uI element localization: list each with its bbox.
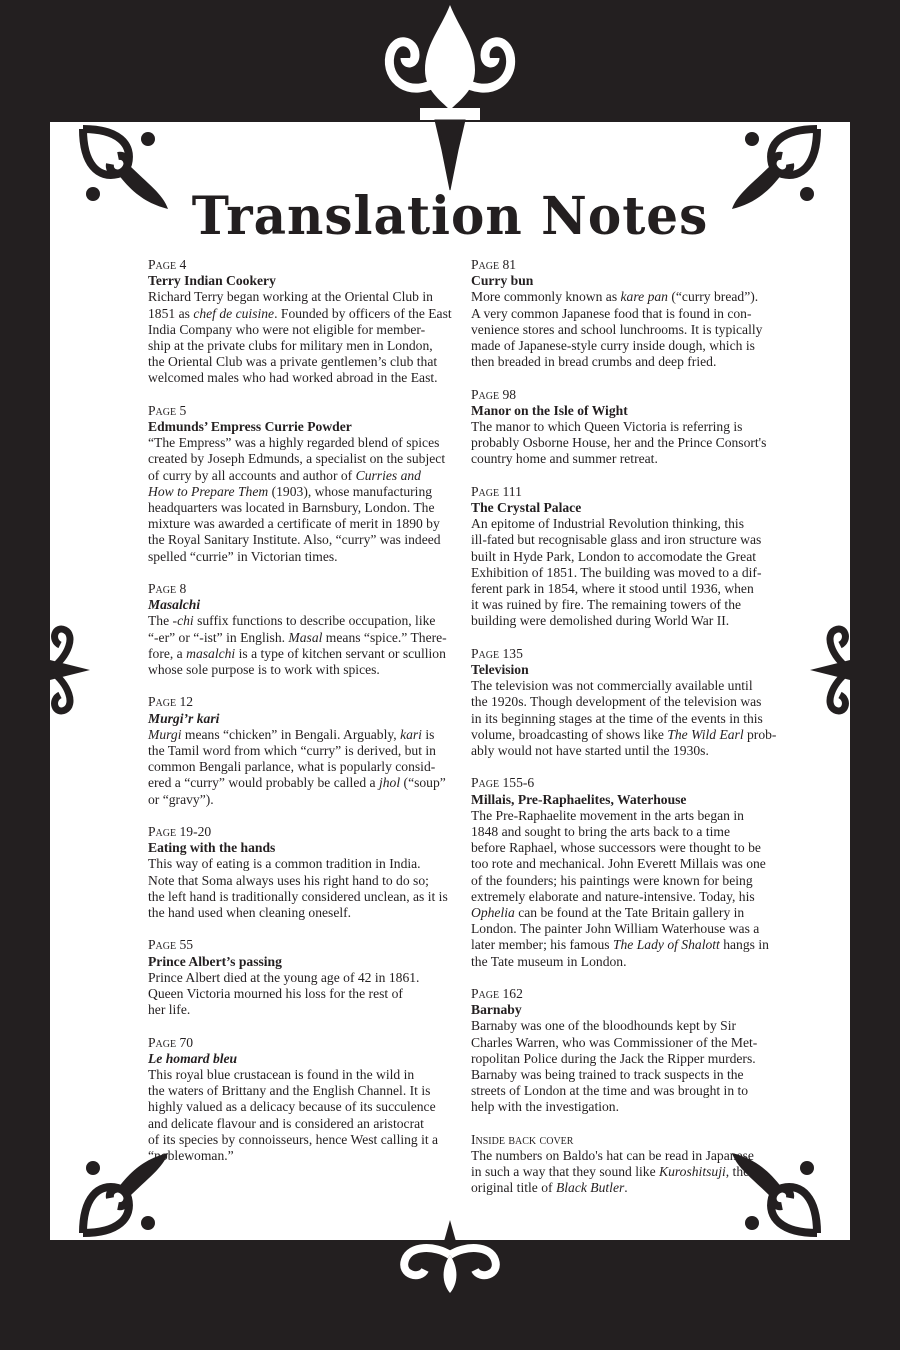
note-text: before Raphael, whose successors were thought to be: [471, 840, 761, 856]
note-entry: [148, 824, 448, 921]
note-text: Prince Albert died at the young age of 42 in 1861.: [148, 969, 420, 985]
note-page-label: Page 98: [471, 386, 517, 402]
note-body-line: [471, 516, 771, 532]
note-body-line: [148, 1132, 448, 1148]
note-body-line: [148, 986, 448, 1002]
note-entry: [148, 694, 448, 807]
note-text: London. The painter John William Waterhouse was a: [471, 921, 760, 937]
note-text: suffix functions to describe occupation, like: [193, 613, 436, 629]
note-text: 1848 and sought to bring the arts back to a time: [471, 824, 730, 840]
note-text: The numbers on Baldo's hat can be read in Japanese: [471, 1148, 754, 1164]
note-page-label: Page 12: [148, 694, 194, 710]
note-text: of its species by connoisseurs, hence West calling it a: [148, 1131, 439, 1147]
note-text: and delicate flavour and is considered an aristocrat: [148, 1115, 424, 1131]
note-body-line: [471, 711, 771, 727]
note-body-line: [471, 565, 771, 581]
note-page-label: Page 111: [471, 483, 522, 499]
note-text: , the: [725, 1164, 750, 1180]
note-body-line: [148, 775, 448, 791]
note-body-line: [148, 500, 448, 516]
note-body-line: [471, 322, 771, 338]
note-text: “The Empress” was a highly regarded blend of spices: [148, 435, 440, 451]
note-entry: [148, 581, 448, 678]
note-text: country home and summer retreat.: [471, 451, 658, 467]
note-text: Note that Soma always uses his right hand to do so;: [148, 872, 429, 888]
note-body-line: [471, 678, 771, 694]
note-text: Richard Terry began working at the Oriental Club in: [148, 289, 433, 305]
note-italic-text: The Wild Earl: [667, 726, 744, 742]
note-page-label: Page 8: [148, 581, 187, 597]
note-text: Exhibition of 1851. The building was moved to a dif-: [471, 564, 762, 580]
note-text: volume, broadcasting of shows like: [471, 726, 668, 742]
note-body-line: [471, 840, 771, 856]
note-body-line: [471, 532, 771, 548]
note-body-line: [471, 1051, 771, 1067]
note-body-line: [471, 354, 771, 370]
note-heading: Prince Albert’s passing: [148, 953, 282, 969]
side-ornament-right: [800, 625, 850, 715]
note-text: fore, a: [148, 645, 187, 661]
note-text: “-er” or “-ist” in English.: [148, 629, 289, 645]
note-body-line: [148, 435, 448, 451]
note-body-line: [471, 451, 771, 467]
note-italic-text: How to Prepare Them: [148, 483, 269, 499]
note-text: .: [624, 1180, 628, 1196]
note-italic-text: Black Butler: [555, 1180, 625, 1196]
note-entry: [148, 403, 448, 565]
note-body-line: [148, 792, 448, 808]
note-body-line: [148, 549, 448, 565]
note-body-line: [148, 468, 448, 484]
note-body-line: [471, 743, 771, 759]
note-body-line: [148, 613, 448, 629]
note-body-line: [148, 1116, 448, 1132]
note-text: (“curry bread”).: [667, 289, 759, 305]
note-body-line: [471, 1148, 771, 1164]
note-entry: [148, 257, 452, 387]
note-body-line: [148, 856, 448, 872]
note-italic-text: Kuroshitsuji: [659, 1164, 726, 1180]
note-text: ill-fated but recognisable glass and iron structure was: [471, 532, 762, 548]
note-text: India Company who were not eligible for member-: [148, 321, 426, 337]
note-text: 1851 as: [148, 305, 194, 321]
note-italic-text: -chi: [172, 613, 194, 629]
note-body-line: [148, 516, 448, 532]
note-body-line: [471, 694, 771, 710]
note-body-line: [148, 905, 448, 921]
note-body-line: [148, 727, 448, 743]
notes-column-left: [148, 257, 452, 1180]
note-entry: [471, 257, 771, 370]
note-page-label: Page 19-20: [148, 824, 212, 840]
note-body-line: [471, 1180, 771, 1196]
note-text: ably would not have started until the 1930s.: [471, 743, 709, 759]
note-heading: Manor on the Isle of Wight: [471, 402, 628, 418]
note-text: the 1920s. Though development of the television was: [471, 694, 762, 710]
note-body-line: [471, 921, 771, 937]
note-text: (“soup”: [400, 775, 446, 791]
note-text: is: [421, 726, 435, 742]
note-text: can be found at the Tate Britain gallery in: [514, 905, 745, 921]
note-body-line: [148, 889, 448, 905]
note-text: her life.: [148, 1002, 191, 1018]
note-body-line: [148, 289, 448, 305]
note-text: means “spice.” There-: [322, 629, 447, 645]
note-text: spelled “currie” in Victorian times.: [148, 548, 338, 564]
note-text: The Pre-Raphaelite movement in the arts began in: [471, 807, 744, 823]
note-text: the Oriental Club was a private gentlemen’s club that: [148, 354, 438, 370]
note-body-line: [148, 1099, 448, 1115]
note-body-line: [471, 905, 771, 921]
note-italic-text: Curries and: [355, 467, 421, 483]
note-body-line: [471, 1083, 771, 1099]
note-italic-text: kari: [400, 726, 422, 742]
note-text: the hand used when cleaning oneself.: [148, 905, 352, 921]
page-title: Translation Notes: [191, 184, 709, 247]
note-body-line: [148, 451, 448, 467]
note-body-line: [148, 484, 448, 500]
note-body-line: [471, 889, 771, 905]
note-heading: Millais, Pre-Raphaelites, Waterhouse: [471, 791, 687, 807]
note-text: building were demolished during World War II.: [471, 613, 730, 629]
note-text: made of Japanese-style curry inside dough, which is: [471, 338, 755, 354]
note-text: then breaded in bread crumbs and deep fried.: [471, 354, 717, 370]
note-body-line: [471, 824, 771, 840]
note-body-line: [471, 856, 771, 872]
note-entry: [471, 775, 771, 969]
note-body-line: [148, 970, 448, 986]
note-text: of curry by all accounts and author of: [148, 467, 356, 483]
note-text: An epitome of Industrial Revolution thinking, this: [471, 516, 744, 532]
note-page-label: Page 4: [148, 257, 187, 272]
note-body-line: [471, 1067, 771, 1083]
note-page-label: Page 5: [148, 402, 187, 418]
note-body-line: [471, 808, 771, 824]
note-text: ropolitan Police during the Jack the Ripper murders.: [471, 1050, 756, 1066]
note-text: the waters of Brittany and the English Channel. It is: [148, 1083, 431, 1099]
note-text: highly valued as a delicacy because of its succulence: [148, 1099, 436, 1115]
note-body-line: [471, 549, 771, 565]
note-text: mixture was awarded a certificate of merit in 1890 by: [148, 516, 440, 532]
note-body-line: [148, 662, 448, 678]
note-text: the Royal Sanitary Institute. Also, “curry” was indeed: [148, 532, 441, 548]
note-entry: [471, 645, 777, 759]
note-text: it was ruined by fire. The remaining towers of the: [471, 597, 742, 613]
note-entry: [471, 484, 771, 630]
note-page-label: Page 162: [471, 986, 523, 1002]
bottom-center-ornament: [395, 1215, 505, 1295]
note-italic-text: jhol: [378, 775, 401, 791]
note-text: the left hand is traditionally considered unclean, as it is: [148, 888, 448, 904]
note-text: created by Joseph Edmunds, a specialist on the subject: [148, 451, 446, 467]
note-body-line: [471, 1099, 771, 1115]
note-text: whose sole purpose is to work with spices.: [148, 662, 380, 678]
note-text: streets of London at the time and was brought in to: [471, 1083, 749, 1099]
note-italic-text: Murgi: [148, 726, 182, 742]
note-heading: Edmunds’ Empress Currie Powder: [148, 419, 352, 435]
note-page-label: Inside back cover: [471, 1131, 574, 1147]
note-body-line: [148, 1148, 448, 1164]
note-text: ferent park in 1854, where it stood until 1936, when: [471, 581, 754, 597]
note-body-line: [471, 726, 777, 743]
note-text: Barnaby was one of the bloodhounds kept by Sir: [471, 1018, 737, 1034]
note-body-line: [148, 370, 448, 386]
note-entry: [471, 986, 771, 1116]
note-body-line: [148, 338, 448, 354]
note-text: in its beginning stages at the time of the events in this: [471, 710, 763, 726]
note-body-line: [471, 435, 771, 451]
note-text: Charles Warren, who was Commissioner of the Met-: [471, 1034, 758, 1050]
note-text: “noblewoman.”: [148, 1148, 234, 1164]
note-body-line: [148, 646, 448, 662]
note-text: The: [148, 613, 173, 629]
note-text: help with the investigation.: [471, 1099, 619, 1115]
note-entry: [148, 937, 448, 1018]
note-text: probably Osborne House, her and the Prince Consort's: [471, 435, 767, 451]
note-body-line: [148, 305, 452, 322]
note-body-line: [471, 419, 771, 435]
note-page-label: Page 135: [471, 645, 523, 661]
note-text: . Founded by officers of the East: [274, 305, 452, 321]
note-text: of the founders; his paintings were known for being: [471, 872, 753, 888]
note-heading: The Crystal Palace: [471, 500, 582, 516]
note-text: extremely elaborate and nature-intensive. Today, his: [471, 888, 755, 904]
note-heading: Barnaby: [471, 1002, 522, 1018]
note-text: A very common Japanese food that is found in con-: [471, 305, 752, 321]
note-body-line: [148, 743, 448, 759]
note-text: This way of eating is a common tradition in India.: [148, 856, 421, 872]
note-italic-text: Masal: [288, 629, 323, 645]
note-body-line: [148, 322, 448, 338]
note-text: ered a “curry” would probably be called a: [148, 775, 379, 791]
note-body-line: [471, 597, 771, 613]
note-text: hangs in: [719, 937, 769, 953]
note-heading: Terry Indian Cookery: [148, 273, 276, 289]
note-text: the Tate museum in London.: [471, 953, 627, 969]
note-text: ship at the private clubs for military men in London,: [148, 338, 433, 354]
note-body-line: [471, 613, 771, 629]
note-text: original title of: [471, 1180, 556, 1196]
note-entry: [471, 1132, 771, 1197]
note-text: the Tamil word from which “curry” is derived, but in: [148, 743, 436, 759]
fleur-de-lis-top-ornament: [380, 0, 520, 195]
note-italic-text: Ophelia: [471, 905, 515, 921]
note-heading: Television: [471, 662, 529, 678]
note-body-line: [471, 1035, 771, 1051]
note-text: Barnaby was being trained to track suspects in the: [471, 1067, 744, 1083]
note-entry: [471, 387, 771, 468]
note-body-line: [148, 759, 448, 775]
side-ornament-left: [50, 625, 100, 715]
note-entry: [148, 1035, 448, 1165]
note-text: too rote and mechanical. John Everett Millais was one: [471, 856, 766, 872]
note-page-label: Page 55: [148, 937, 194, 953]
note-text: built in Hyde Park, London to accomodate the Great: [471, 548, 757, 564]
note-body-line: [148, 873, 448, 889]
note-text: in such a way that they sound like: [471, 1164, 660, 1180]
note-text: means “chicken” in Bengali. Arguably,: [181, 726, 401, 742]
note-body-line: [471, 289, 771, 305]
note-body-line: [148, 1002, 448, 1018]
note-page-label: Page 155-6: [471, 775, 535, 791]
note-text: This royal blue crustacean is found in the wild in: [148, 1067, 415, 1083]
note-page-label: Page 70: [148, 1034, 194, 1050]
note-body-line: [471, 873, 771, 889]
note-text: More commonly known as: [471, 289, 621, 305]
note-body-line: [471, 581, 771, 597]
note-page-label: Page 81: [471, 257, 517, 272]
note-heading: Eating with the hands: [148, 840, 276, 856]
note-body-line: [148, 630, 448, 646]
note-body-line: [148, 354, 448, 370]
note-body-line: [148, 1067, 448, 1083]
notes-column-right: [471, 257, 777, 1213]
note-heading: Curry bun: [471, 273, 534, 289]
note-text: The manor to which Queen Victoria is referring is: [471, 419, 743, 435]
note-italic-text: kare pan: [620, 289, 668, 305]
note-text: welcomed males who had worked abroad in the East.: [148, 370, 438, 386]
note-text: Queen Victoria mourned his loss for the rest of: [148, 986, 403, 1002]
note-heading: Murgi’r kari: [148, 710, 220, 726]
note-heading: Masalchi: [148, 597, 201, 613]
note-text: (1903), whose manufacturing: [268, 483, 433, 499]
note-italic-text: The Lady of Shalott: [612, 937, 720, 953]
note-body-line: [471, 306, 771, 322]
note-italic-text: masalchi: [186, 645, 236, 661]
note-body-line: [148, 532, 448, 548]
note-text: later member; his famous: [471, 937, 613, 953]
note-text: headquarters was located in Barnsbury, London. The: [148, 500, 435, 516]
note-heading: Le homard bleu: [148, 1050, 238, 1066]
note-body-line: [471, 937, 771, 953]
note-body-line: [471, 954, 771, 970]
note-body-line: [148, 1083, 448, 1099]
note-italic-text: chef de cuisine: [193, 305, 275, 321]
note-body-line: [471, 1164, 771, 1180]
note-text: or “gravy”).: [148, 791, 214, 807]
note-text: venience stores and school lunchrooms. It is typically: [471, 321, 763, 337]
note-text: prob-: [743, 726, 777, 742]
note-body-line: [471, 1018, 771, 1034]
note-body-line: [471, 338, 771, 354]
note-text: common Bengali parlance, what is popularly consid-: [148, 759, 436, 775]
note-text: The television was not commercially available until: [471, 678, 753, 694]
note-text: is a type of kitchen servant or scullion: [235, 645, 446, 661]
